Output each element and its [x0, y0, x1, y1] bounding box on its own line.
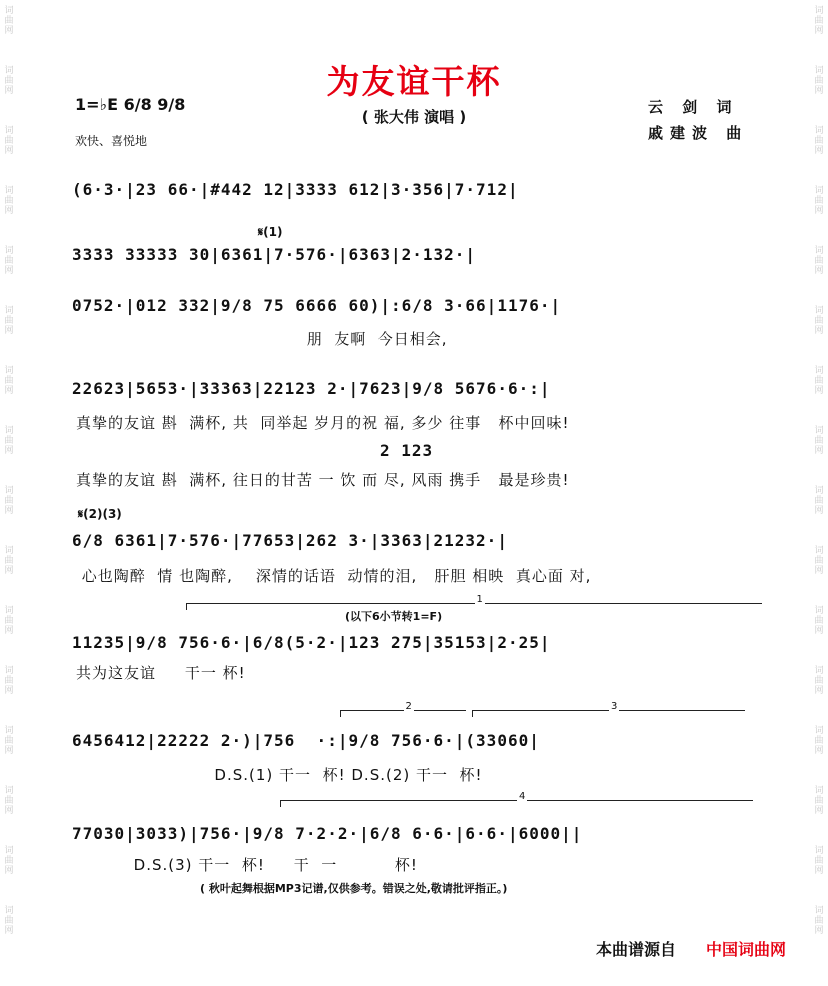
ending-bracket-1: 1: [186, 603, 762, 610]
modulation-note: (以下6小节转1=F): [345, 610, 443, 623]
notation-line-7: 11235|9/8 756·6·|6/8(5·2·|123 275|35153|2·25|: [72, 633, 551, 652]
ending-bracket-3: 3: [472, 710, 745, 717]
notation-line-1: (6·3·|23 66·|#442 12|3333 612|3·356|7·712|: [72, 180, 519, 199]
segno-mark-1: 𝄋(1): [258, 225, 283, 239]
ending-bracket-2: 2: [340, 710, 466, 717]
notation-line-4: 22623|5653·|33363|22123 2·|7623|9/8 5676·6·:|: [72, 379, 551, 398]
transcription-footnote: ( 秋叶起舞根据MP3记谱,仅供参考。错误之处,敬请批评指正。): [200, 882, 508, 895]
lyrics-line-3: 朋 友啊 今日相会,: [76, 330, 448, 348]
lyrics-line-9: D.S.(3) 干一 杯! 干 一 杯!: [76, 856, 418, 874]
tempo-marking: 欢快、喜悦地: [75, 134, 148, 148]
composer-credit: 戚建波 曲: [648, 124, 749, 142]
notation-line-9: 77030|3033)|756·|9/8 7·2·2·|6/8 6·6·|6·6·|6000||: [72, 824, 583, 843]
lyrics-line-8: D.S.(1) 干一 杯! D.S.(2) 干一 杯!: [76, 766, 483, 784]
watermark-left: 词 曲 网 词 曲 网 词 曲 网 词 曲 网 词 曲 网 词 曲 网 词 曲 网 词 曲 网 词 曲 网 词 曲 网 词 曲 网 词 曲 网 词 曲 网 词 曲 网 词 曲 网 词 曲 网: [4, 6, 14, 936]
key-signature: 1=♭E 6/8 9/8: [75, 95, 186, 114]
notation-line-6: 6/8 6361|7·576·|77653|262 3·|3363|21232·|: [72, 531, 508, 550]
lyrics-line-6: 心也陶醉 情 也陶醉, 深情的话语 动情的泪, 肝胆 相映 真心面 对,: [76, 567, 592, 585]
performer-line: ( 张大伟 演唱 ): [361, 108, 467, 126]
lyricist-credit: 云 剑 词: [648, 98, 739, 116]
segno-mark-2-3: 𝄋(2)(3): [78, 507, 122, 521]
ending-bracket-4: 4: [280, 800, 753, 807]
song-title: 为友谊干杯: [326, 62, 502, 101]
notation-line-3: 0752·|012 332|9/8 75 6666 60)|:6/8 3·66|1176·|: [72, 296, 562, 315]
source-label: 本曲谱源自: [596, 940, 677, 959]
lyrics-line-7: 共为这友谊 干一 杯!: [76, 664, 246, 682]
lyrics-line-5: 真挚的友谊 斟 满杯, 往日的甘苦 一 饮 而 尽, 风雨 携手 最是珍贵!: [76, 471, 570, 489]
notation-line-2: 3333 33333 30|6361|7·576·|6363|2·132·|: [72, 245, 477, 264]
notation-line-8: 6456412|22222 2·)|756 ·:|9/8 756·6·|(33060|: [72, 731, 540, 750]
variant-notes: 2 123: [380, 441, 434, 460]
source-site-link[interactable]: 中国词曲网: [706, 940, 787, 959]
watermark-right: 词 曲 网 词 曲 网 词 曲 网 词 曲 网 词 曲 网 词 曲 网 词 曲 网 词 曲 网 词 曲 网 词 曲 网 词 曲 网 词 曲 网 词 曲 网 词 曲 网 词 曲 网 词 曲 网: [814, 6, 824, 936]
lyrics-line-4: 真挚的友谊 斟 满杯, 共 同举起 岁月的祝 福, 多少 往事 杯中回味!: [76, 414, 570, 432]
